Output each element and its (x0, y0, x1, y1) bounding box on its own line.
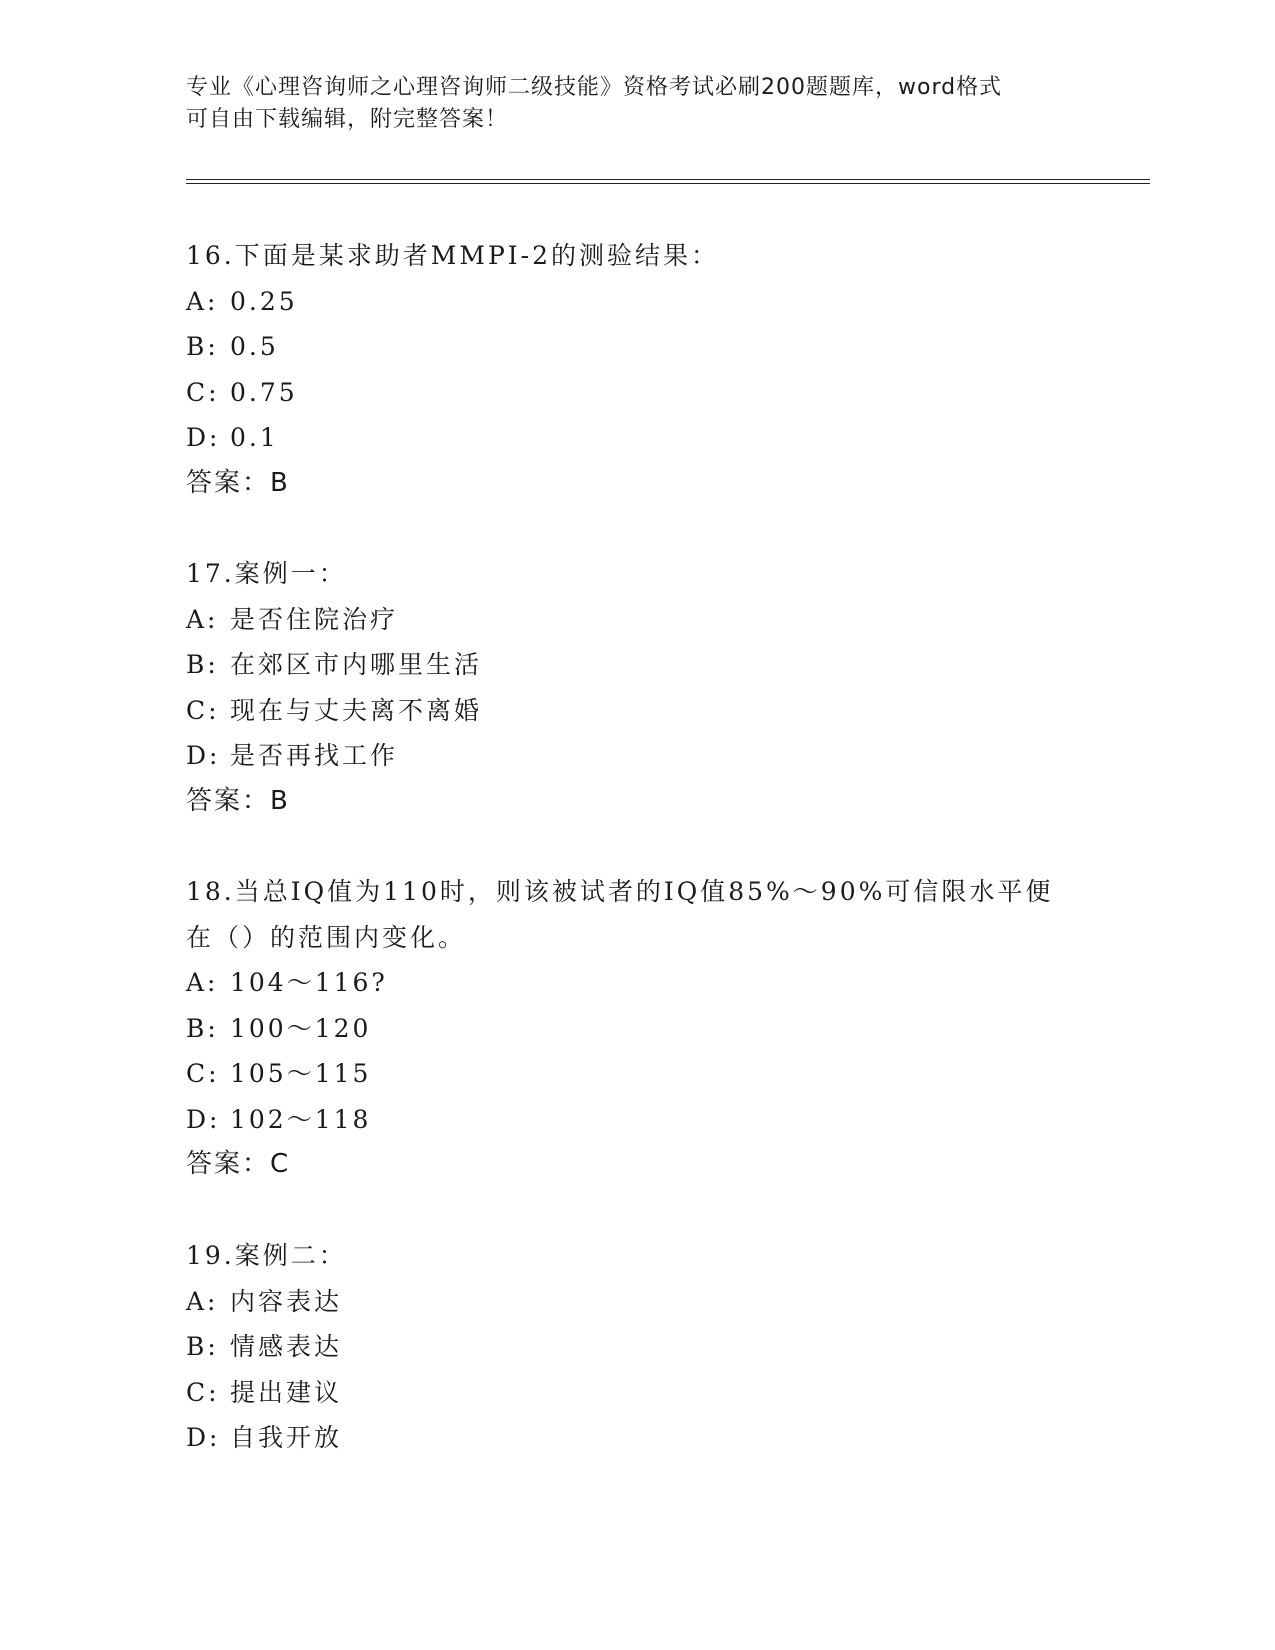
option-text: 现在与丈夫离不离婚 (230, 695, 483, 725)
question-stem-line-2: 在（）的范围内变化。 (186, 922, 467, 952)
option-text: 在郊区市内哪里生活 (230, 650, 483, 679)
option-text: 内容表达 (230, 1286, 343, 1316)
option-key: C: (186, 1059, 220, 1088)
option-key: B: (186, 650, 219, 679)
question-stem-line-1: 18.当总IQ值为110时，则该被试者的IQ值85%～90%可信限水平便 (186, 877, 1054, 906)
option-text: 情感表达 (230, 1332, 343, 1361)
question-17 (186, 551, 1106, 824)
answer-line: 答案：B (186, 785, 290, 816)
header-line-1: 专业《心理咨询师之心理咨询师二级技能》资格考试必刷200题题库，word格式 (186, 75, 1003, 100)
option-key: D: (186, 423, 221, 452)
option-text: 102～118 (230, 1104, 372, 1134)
option-text: 105～115 (230, 1059, 372, 1088)
option-text: 0.1 (230, 423, 279, 452)
answer-line: 答案：C (186, 1149, 291, 1179)
option-b (186, 1006, 1106, 1052)
option-key: C: (186, 1377, 220, 1407)
option-c (186, 1051, 1106, 1097)
question-18 (186, 869, 1106, 1188)
option-text: 100～120 (230, 1013, 372, 1043)
question-stem: 16.下面是某求助者MMPI-2的测验结果： (186, 241, 720, 270)
option-key: A: (186, 286, 219, 316)
option-key: B: (186, 1013, 219, 1043)
option-key: D: (186, 1423, 221, 1452)
option-text: 0.25 (230, 286, 298, 316)
option-key: A: (186, 604, 219, 634)
option-text: 0.75 (230, 377, 298, 407)
option-c (186, 688, 1106, 734)
option-text: 0.5 (230, 332, 279, 361)
option-text: 是否住院治疗 (230, 604, 399, 634)
option-d (186, 1415, 1106, 1461)
option-key: D: (186, 1104, 221, 1134)
option-text: 104～116? (230, 968, 388, 997)
option-c (186, 1370, 1106, 1416)
question-16 (186, 233, 1106, 506)
question-19 (186, 1233, 1106, 1461)
option-b (186, 324, 1106, 370)
header-divider-top (186, 179, 1150, 180)
option-a (186, 960, 1106, 1006)
option-d (186, 415, 1106, 461)
option-b (186, 642, 1106, 688)
header-line-2: 可自由下载编辑，附完整答案！ (186, 107, 509, 132)
option-key: B: (186, 1332, 219, 1361)
option-d (186, 733, 1106, 779)
answer-line: 答案：B (186, 467, 290, 498)
option-text: 是否再找工作 (230, 741, 399, 770)
option-key: A: (186, 1286, 219, 1316)
option-text: 自我开放 (230, 1423, 343, 1452)
option-a (186, 279, 1106, 325)
option-b (186, 1324, 1106, 1370)
option-key: C: (186, 377, 220, 407)
option-key: C: (186, 695, 220, 725)
option-a (186, 597, 1106, 643)
option-c (186, 370, 1106, 416)
option-key: A: (186, 968, 219, 997)
document-header (186, 72, 1086, 136)
option-key: D: (186, 741, 221, 770)
question-stem: 17.案例一： (186, 559, 347, 588)
option-a (186, 1279, 1106, 1325)
question-stem: 19.案例二： (186, 1241, 347, 1270)
option-text: 提出建议 (230, 1377, 343, 1407)
header-divider-bottom (186, 183, 1150, 184)
option-d (186, 1097, 1106, 1143)
option-key: B: (186, 332, 219, 361)
